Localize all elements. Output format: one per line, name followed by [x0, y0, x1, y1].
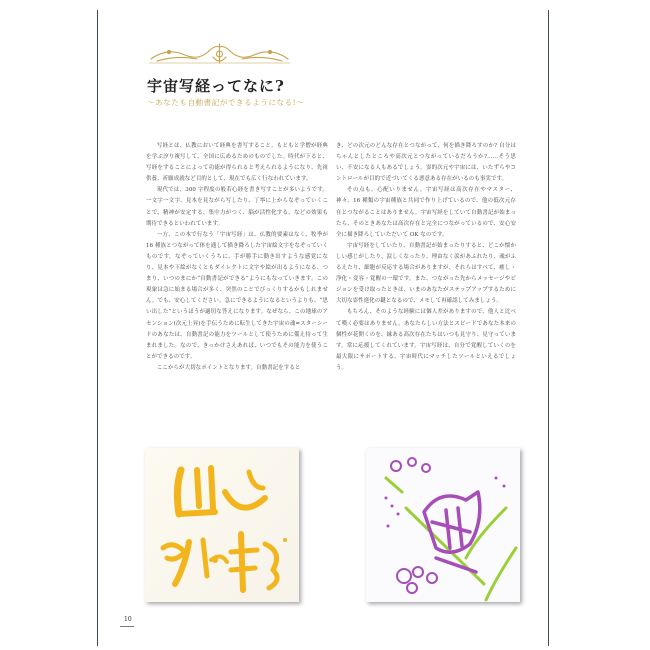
- text-column-left: [146, 141, 328, 374]
- right-margin-rule: [548, 10, 549, 646]
- page-subtitle: 〜あなたも自動書記ができるようになる!〜: [147, 98, 305, 107]
- text-column-right: [336, 141, 516, 374]
- magenta-green-glyph-illustration-icon: [366, 448, 520, 602]
- paragraph: き、どの次元のどんな存在とつながって、何を描き降ろすのか? 自分はちゃんとしたところや高次元とつながっているだろうか?……そう思い、不安になる人もあるでしょう。霊的次元や宇宙には、いたずらやコントロールが目的で近づいてくる悪意ある存在がいるのも事実です。: [336, 143, 516, 183]
- yellow-brush-glyph-illustration-icon: [145, 448, 299, 602]
- paragraph: 一方、この本で行なう「宇宙写経」は、仏教的要素はなく、牧季が 16 種族とつながって体を通して描き降ろした宇宙絵文字をなぞっていくものです。なぞっていくうちに、手が勝手に動き出すような感覚になり、見本や下絵がなくともダイレクトに文字や絵が出るようになる、つまり、いつのまにか“自動書記ができる”ようにもなっていきます。この現象は急に始まる場合が多く、突然のことでびっくりするかもしれません。でも、安心してください。急にできるようになるというよりも、“思い出した”というほうが適切な答えになります。なぜなら、この地球のアセンション(次元上昇)を手伝うために転生してきた宇宙の魂=スターシードのあなたは、自動書記の能力をツールとして使うために備え持って生まれました。なので、きっかけさえあれば、いつでもその能力を使うことができるのです。: [146, 231, 328, 360]
- paragraph: その点も、心配いりません。宇宙写経は高次存在やマスター、神々、16 種類の宇宙種族と共同で作り上げているので、他の低次元存在とつながることはありません。宇宙写経をしていて自動書記が始まったら、そのときあなたは高次存在と完全につながっているので、安心安全に描き降ろしていただいて OK なのです。: [336, 187, 516, 238]
- left-margin-rule: [97, 10, 98, 646]
- paragraph: もちろん、そのような経験には個人差がありますので、他人と比べて嘆く必要はありません。あなたらしい方法とスピードであなた本来の個性が花開くのを、縁ある高次存在たちはいつも見守り、見守っています。常に応援してくれています。宇宙写経は、自分で覚醒していくのを最大限にサポートする、宇宙時代にマッチしたツールといえるでしょう。: [336, 309, 516, 371]
- paragraph: 現代では、300 字程度の般若心経を書き写すことが多いようです。一文字一文字、見本を見ながら写したり、丁寧に上からなぞっていくことで、精神が安定する、集中力がつく、脳が活性化する、などの効果も期待できるといわれています。: [146, 187, 328, 227]
- gold-flourish-ornament-icon: [147, 41, 292, 67]
- page-number: 10: [124, 616, 132, 623]
- paragraph: 宇宙写経をしていたり、自動書記が始まったりすると、どこか懐かしい感じがしたり、涙しくなったり、理由なく涙があふれたり、魂がふるえたり、細胞が反応する場合がありますが、それらはすべて、癒し・浄化・変容・覚醒の一環です。また、つながった先からメッセージやビジョンを受け取ったときは、いまのあなたがステップアップするために大切な霊性進化の鍵となるので、メモして再確認してみましょう。: [336, 242, 516, 305]
- page-title: 宇宙写経ってなに?: [147, 77, 285, 95]
- paragraph: 写経とは、仏教において経典を書写すること。もともと学僧が経典を学ぶ汐り複写して、全国に広めるためのものでした。時代が下ると、写経をすることによって功徳が得られると考えられるようになり、先祖供養、祈願成就など目的として、現在でも広く行なわれています。: [146, 143, 328, 183]
- page-number-rule: [120, 626, 134, 627]
- paragraph: ここからが大切なポイントとなります。自動書記をすると: [156, 364, 301, 371]
